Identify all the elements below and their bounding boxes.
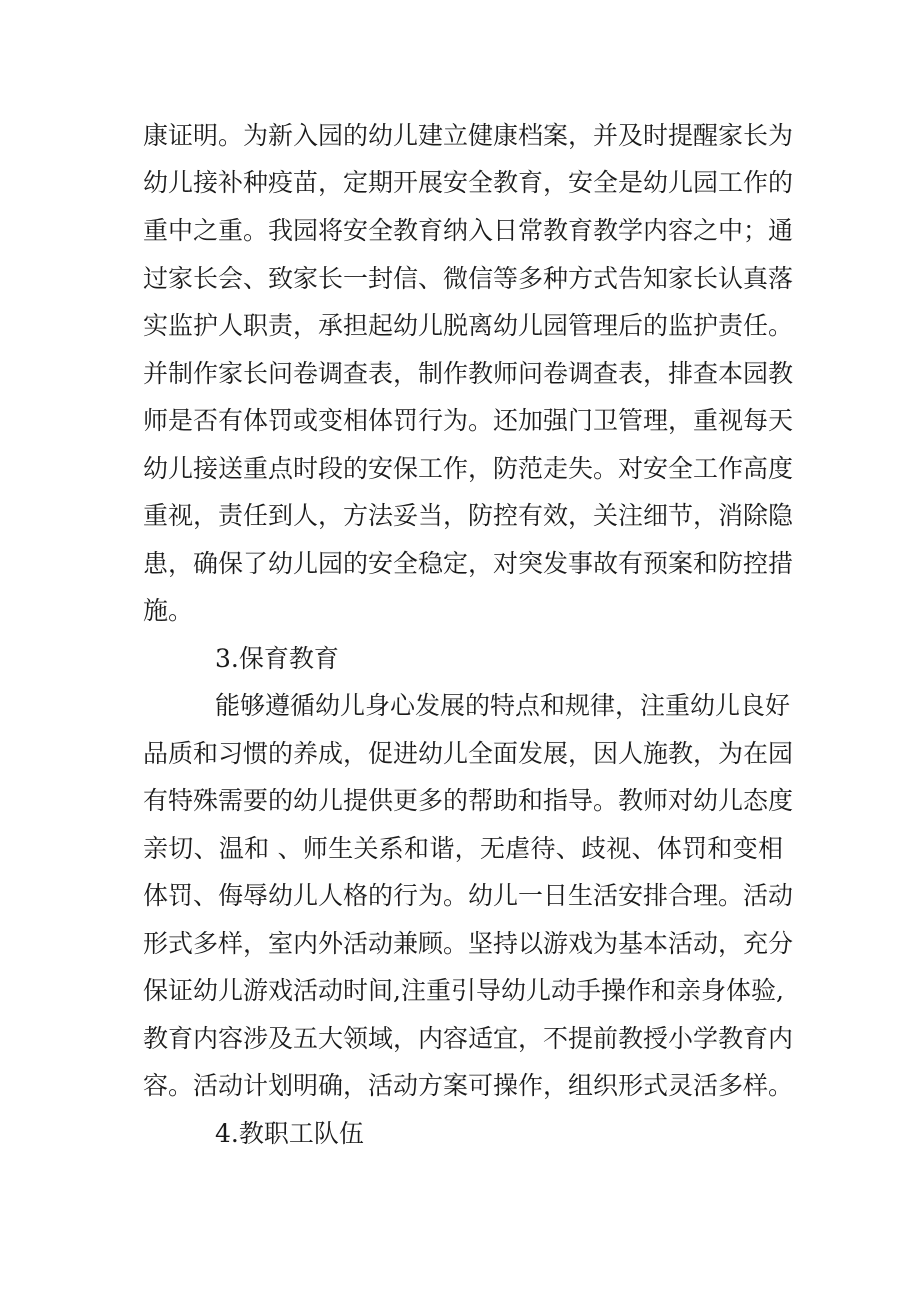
paragraph-1-line-2: 幼儿接补种疫苗，定期开展安全教育，安全是幼儿园工作的 [143,168,794,197]
paragraph-1-line-11: 施。 [143,596,194,625]
paragraph-1-line-1: 康证明。为新入园的幼儿建立健康档案，并及时提醒家长为 [143,121,794,150]
paragraph-2-line-9: 容。活动计划明确，活动方案可操作，组织形式灵活多样。 [143,1071,794,1100]
paragraph-2-line-8: 教育内容涉及五大领域，内容适宜，不提前教授小学教育内 [143,1024,794,1053]
paragraph-2-line-2: 品质和习惯的养成，促进幼儿全面发展，因人施教，为在园 [143,739,794,768]
paragraph-1-line-10: 患，确保了幼儿园的安全稳定，对突发事故有预案和防控措 [143,549,794,578]
section-heading-3: 3.保育教育 [215,644,339,673]
section-heading-4: 4.教职工队伍 [215,1119,364,1148]
paragraph-2-line-7: 保证幼儿游戏活动时间,注重引导幼儿动手操作和亲身体验, [143,976,784,1005]
paragraph-2-line-3: 有特殊需要的幼儿提供更多的帮助和指导。教师对幼儿态度 [143,786,794,815]
paragraph-1-line-4: 过家长会、致家长一封信、微信等多种方式告知家长认真落 [143,264,794,293]
paragraph-2-line-1: 能够遵循幼儿身心发展的特点和规律，注重幼儿良好 [215,691,791,720]
paragraph-1-line-3: 重中之重。我园将安全教育纳入日常教育教学内容之中；通 [143,216,794,245]
paragraph-2-line-5: 体罚、侮辱幼儿人格的行为。幼儿一日生活安排合理。活动 [143,881,794,910]
paragraph-1-line-8: 幼儿接送重点时段的安保工作，防范走失。对安全工作高度 [143,454,794,483]
paragraph-1-line-5: 实监护人职责，承担起幼儿脱离幼儿园管理后的监护责任。 [143,311,794,340]
paragraph-1-line-6: 并制作家长问卷调查表，制作教师问卷调查表，排查本园教 [143,359,794,388]
paragraph-2-line-4: 亲切、温和 、师生关系和谐，无虐待、歧视、体罚和变相 [143,834,783,863]
paragraph-2-line-6: 形式多样，室内外活动兼顾。坚持以游戏为基本活动，充分 [143,929,794,958]
paragraph-1-line-7: 师是否有体罚或变相体罚行为。还加强门卫管理，重视每天 [143,406,794,435]
paragraph-1-line-9: 重视，责任到人，方法妥当，防控有效，关注细节，消除隐 [143,501,794,530]
